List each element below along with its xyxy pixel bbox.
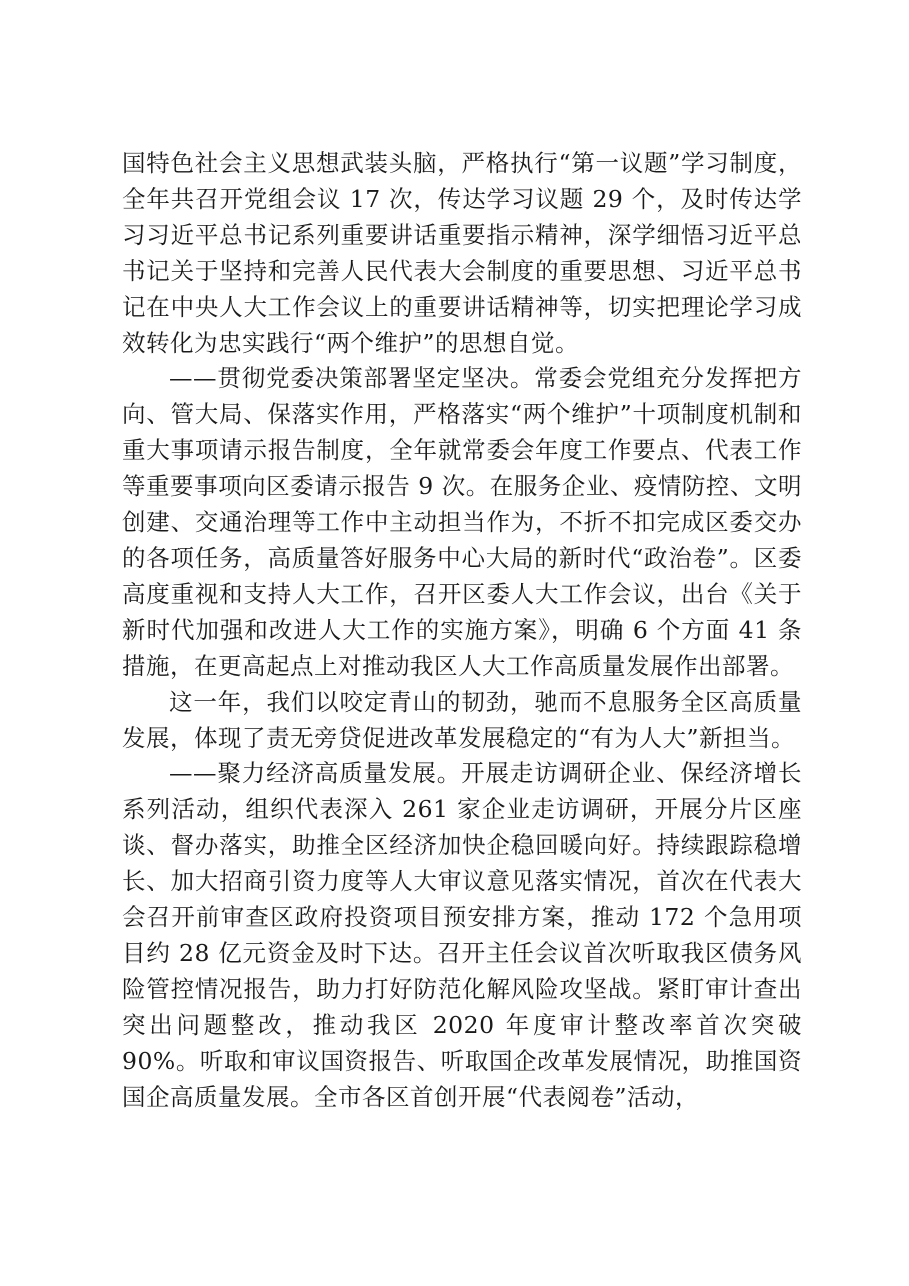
paragraph-economic-development: ——聚力经济高质量发展。开展走访调研企业、保经济增长系列活动，组织代表深入 261 家企业走访调研，开展分片区座谈、督办落实，助推全区经济加快企稳回暖向好。持续跟踪稳增长、加大招商引资力度等人大审议意见落实情况，首次在代表大会召开前审查区政府投资项目预安排方案，推动 172 个急用项目约 28 亿元资金及时下达。召开主任会议首次听取我区债务风险管控情况报告，助力打好防范化解风险攻坚战。紧盯审计查出突出问题整改，推动我区 2020 年度审计整改率首次突破 90%。听取和审议国资报告、听取国企改革发展情况，助推国资国企高质量发展。全市各区首创开展“代表阅卷”活动， [122, 759, 802, 1111]
document-body [122, 146, 802, 1115]
paragraph-party-decisions: ——贯彻党委决策部署坚定坚决。常委会党组充分发挥把方向、管大局、保落实作用，严格落实“两个维护”十项制度机制和重大事项请示报告制度，全年就常委会年度工作要点、代表工作等重要事项向区委请示报告 9 次。在服务企业、疫情防控、文明创建、交通治理等工作中主动担当作为，不折不扣完成区委交办的各项任务，高质量答好服务中心大局的新时代“政治卷”。区委高度重视和支持人大工作，召开区委人大工作会议，出台《关于新时代加强和改进人大工作的实施方案》，明确 6 个方面 41 条措施，在更高起点上对推动我区人大工作高质量发展作出部署。 [122, 364, 802, 680]
paragraph-year-summary: 这一年，我们以咬定青山的韧劲，驰而不息服务全区高质量发展，体现了责无旁贷促进改革发展稳定的“有为人大”新担当。 [122, 687, 802, 752]
paragraph-continuation: 国特色社会主义思想武装头脑，严格执行“第一议题”学习制度，全年共召开党组会议 17 次，传达学习议题 29 个，及时传达学习习近平总书记系列重要讲话重要指示精神，深学细悟习近平总书记关于坚持和完善人民代表大会制度的重要思想、习近平总书记在中央人大工作会议上的重要讲话精神等，切实把理论学习成效转化为忠实践行“两个维护”的思想自觉。 [122, 149, 802, 357]
